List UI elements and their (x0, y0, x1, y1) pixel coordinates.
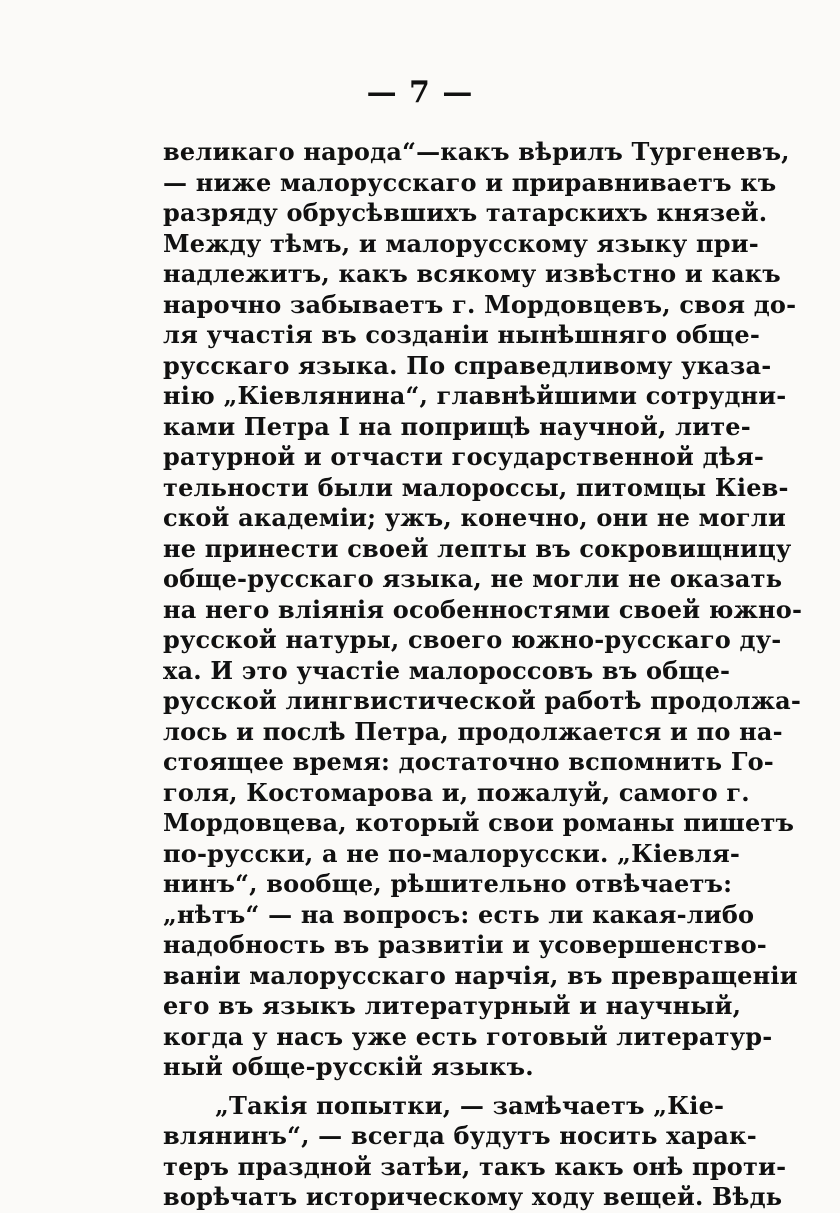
text-line: теръ праздной затѣи, такъ какъ онѣ проти- (163, 1151, 787, 1181)
text-line: великаго народа“—какъ вѣрилъ Тургеневъ, (163, 137, 790, 166)
text-line: тельности были малороссы, питомцы Кіев- (163, 472, 789, 502)
text-line: голя, Костомарова и, пожалуй, самого г. (163, 777, 750, 807)
text-line: ля участія въ созданіи нынѣшняго обще- (163, 320, 760, 349)
text-line: надобность въ развитіи и усовершенство- (163, 930, 767, 959)
text-line: на него вліянія особенностями своей южно- (163, 594, 803, 624)
body-text (163, 137, 803, 1213)
text-line: не принести своей лепты въ сокровищницу (163, 533, 792, 563)
text-line: лось и послѣ Петра, продолжается и по на- (163, 716, 783, 746)
text-line: обще-русскаго языка, не могли не оказать (163, 564, 783, 593)
text-line: стоящее время: достаточно вспомнить Го- (163, 747, 774, 776)
text-line: его въ языкъ литературный и научный, (163, 991, 742, 1020)
text-line: ворѣчатъ историческому ходу вещей. Вѣдь (163, 1182, 783, 1211)
text-line: ками Петра I на поприщѣ научной, лите- (163, 411, 751, 441)
text-line: „нѣтъ“ — на вопросъ: есть ли какая-либо (163, 899, 755, 929)
page-number: — 7 — (366, 75, 474, 110)
text-line: „Такія попытки, — замѣчаетъ „Кіе- (215, 1090, 725, 1120)
text-line: ской академіи; ужъ, конечно, они не могли (163, 503, 786, 532)
text-line: нію „Кіевлянина“, главнѣйшими сотрудни- (163, 381, 787, 410)
paragraph (163, 137, 803, 1083)
text-line: разряду обрусѣвшихъ татарскихъ князей. (163, 198, 768, 227)
text-line: русской лингвистической работѣ продолжа- (163, 686, 802, 715)
text-line: надлежитъ, какъ всякому извѣстно и какъ (163, 259, 781, 288)
text-line: русскаго языка. По справедливому указа- (163, 350, 772, 380)
text-line: ный обще-русскій языкъ. (163, 1052, 534, 1081)
text-line: русской натуры, своего южно-русскаго ду- (163, 625, 782, 654)
text-line: нинъ“, вообще, рѣшительно отвѣчаетъ: (163, 869, 733, 898)
text-line: влянинъ“, — всегда будутъ носить харак- (163, 1121, 757, 1150)
text-line: ха. И это участіе малороссовъ въ обще- (163, 655, 731, 685)
paragraph-gap (163, 1083, 711, 1091)
text-line: — ниже малорусскаго и приравниваетъ къ (163, 167, 777, 197)
text-line: нарочно забываетъ г. Мордовцевъ, своя до- (163, 289, 797, 319)
paragraph (163, 1090, 787, 1213)
text-line: ратурной и отчасти государственной дѣя- (163, 442, 764, 471)
text-line: по-русски, а не по-малорусски. „Кіевля- (163, 838, 741, 868)
text-line: Мордовцева, который свои романы пишетъ (163, 808, 795, 837)
text-line: когда у насъ уже есть готовый литератур- (163, 1021, 773, 1051)
text-line: ваніи малорусскаго нарчія, въ превращеніи (163, 960, 798, 990)
text-line: Между тѣмъ, и малорусскому языку при- (163, 228, 759, 258)
